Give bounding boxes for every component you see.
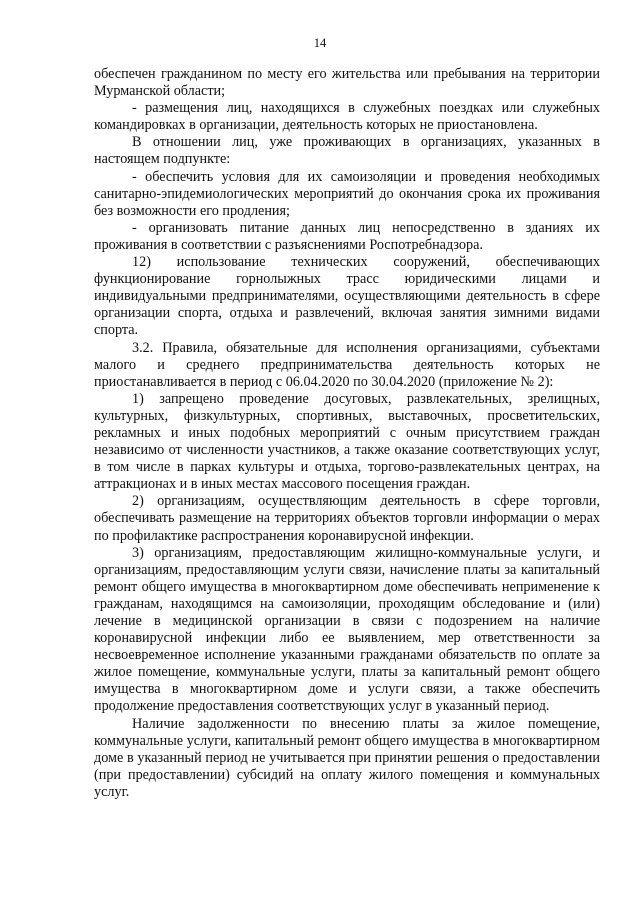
paragraph: 3.2. Правила, обязательные для исполнения организациями, субъектами малого и среднего предпринимательства деятельность которых не приостанавливается в период с 06.04.2020 по 30.04.2020 (приложение № 2): bbox=[94, 339, 600, 390]
paragraph: обеспечен гражданином по месту его жительства или пребывания на территории Мурманской области; bbox=[94, 66, 600, 100]
page-number: 14 bbox=[313, 36, 327, 50]
paragraph: В отношении лиц, уже проживающих в организациях, указанных в настоящем подпункте: bbox=[94, 134, 600, 168]
paragraph: 2) организациям, осуществляющим деятельность в сфере торговли, обеспечивать размещение на территориях объектов торговли информации о мерах по профилактике распространения коронавирусной инфекции. bbox=[94, 493, 600, 544]
paragraph: - обеспечить условия для их самоизоляции и проведения необходимых санитарно-эпидемиологических мероприятий до окончания срока их проживания без возможности его продления; bbox=[94, 168, 600, 219]
paragraph: 3) организациям, предоставляющим жилищно-коммунальные услуги, и организациям, предоставляющим услуги связи, начисление платы за капитальный ремонт общего имущества в многоквартирном доме обеспечивать неприменение к гражданам, находящимся на самоизоляции, проходящим обследование и (или) лечение в медицинской организации в связи с подозрением на наличие коронавирусной инфекции либо ее выявлением, мер ответственности за несвоевременное исполнение указанными гражданами обязательств по оплате за жилое помещение, коммунальные услуги, платы за капитальный ремонт общего имущества в многоквартирном доме и услуги связи, а также обеспечить продолжение предоставления соответствующих услуг в указанный период. bbox=[94, 544, 600, 715]
paragraph: Наличие задолженности по внесению платы за жилое помещение, коммунальные услуги, капитальный ремонт общего имущества в многоквартирном доме в указанный период не учитывается при принятии решения о предоставлении (при предоставлении) субсидий на оплату жилого помещения и коммунальных услуг. bbox=[94, 715, 600, 800]
paragraph: - размещения лиц, находящихся в служебных поездках или служебных командировках в организации, деятельность которых не приостановлена. bbox=[94, 100, 600, 134]
paragraph: 12) использование технических сооружений, обеспечивающих функционирование горнолыжных трасс юридическими лицами и индивидуальными предпринимателями, осуществляющими деятельность в сфере организации спорта, отдыха и развлечений, включая занятия зимними видами спорта. bbox=[94, 254, 600, 339]
paragraph: - организовать питание данных лиц непосредственно в зданиях их проживания в соответствии с разъяснениями Роспотребнадзора. bbox=[94, 219, 600, 253]
paragraph: 1) запрещено проведение досуговых, развлекательных, зрелищных, культурных, физкультурных, спортивных, выставочных, просветительских, рекламных и иных подобных мероприятий с очным присутствием граждан независимо от численности участников, а также оказание соответствующих услуг, в том числе в парках культуры и отдыха, торгово-развлекательных центрах, на аттракционах и в иных местах массового посещения граждан. bbox=[94, 390, 600, 493]
document-body bbox=[94, 66, 600, 801]
